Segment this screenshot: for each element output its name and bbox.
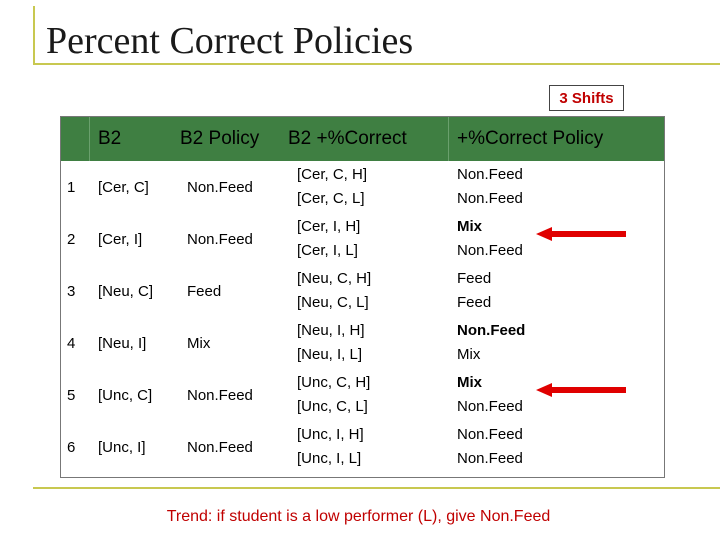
row-correct-policy xyxy=(457,213,523,265)
row-correct-policy-high: Mix xyxy=(457,374,483,391)
row-b2-correct xyxy=(297,421,364,473)
row-correct-policy-low: Non.Feed xyxy=(457,398,523,415)
row-b2-policy: Non.Feed xyxy=(187,386,253,404)
row-correct-policy-low: Mix xyxy=(457,346,481,363)
row-number: 4 xyxy=(67,334,76,352)
row-correct-low: [Unc, C, L] xyxy=(297,398,368,415)
page-title: Percent Correct Policies xyxy=(46,20,414,62)
row-number: 5 xyxy=(67,386,76,404)
row-b2-policy: Non.Feed xyxy=(187,230,253,248)
row-b2-policy: Feed xyxy=(187,282,222,300)
row-b2: [Unc, I] xyxy=(98,438,146,456)
row-correct-policy-high: Non.Feed xyxy=(457,322,526,339)
row-b2-policy: Non.Feed xyxy=(187,178,253,196)
row-b2-correct xyxy=(297,369,370,421)
footer-rule xyxy=(33,487,720,489)
row-correct-policy xyxy=(457,317,525,369)
row-correct-low: [Cer, C, L] xyxy=(297,190,365,207)
row-correct-low: [Unc, I, L] xyxy=(297,450,362,467)
row-correct-policy xyxy=(457,421,523,473)
table-row xyxy=(61,317,664,369)
row-b2-correct xyxy=(297,213,360,265)
row-b2: [Unc, C] xyxy=(98,386,153,404)
shifts-badge: 3 Shifts xyxy=(549,85,624,111)
table-row xyxy=(61,421,664,473)
header-divider xyxy=(89,117,90,161)
row-correct-high: [Cer, I, H] xyxy=(297,218,361,235)
row-correct-policy-low: Non.Feed xyxy=(457,190,523,207)
row-correct-high: [Neu, I, H] xyxy=(297,322,365,339)
row-b2: [Cer, I] xyxy=(98,230,143,248)
table-row xyxy=(61,161,664,213)
table-header xyxy=(61,117,664,161)
row-correct-policy xyxy=(457,265,491,317)
row-b2: [Neu, C] xyxy=(98,282,154,300)
row-correct-low: [Neu, I, L] xyxy=(297,346,363,363)
row-correct-high: [Cer, C, H] xyxy=(297,166,368,183)
row-correct-policy-low: Non.Feed xyxy=(457,242,523,259)
arrow-left-icon xyxy=(536,383,626,397)
row-number: 3 xyxy=(67,282,76,300)
row-correct-policy-high: Mix xyxy=(457,218,483,235)
title-accent-line xyxy=(33,6,35,64)
row-correct-policy-low: Non.Feed xyxy=(457,450,523,467)
row-b2-correct xyxy=(297,265,371,317)
row-b2: [Neu, I] xyxy=(98,334,147,352)
row-correct-policy-high: Feed xyxy=(457,270,492,287)
arrow-left-icon xyxy=(536,227,626,241)
policy-table xyxy=(60,116,665,478)
row-correct-low: [Neu, C, L] xyxy=(297,294,369,311)
trend-text: Trend: if student is a low performer (L), give Non.Feed xyxy=(166,508,551,525)
table-row xyxy=(61,265,664,317)
row-number: 1 xyxy=(67,178,76,196)
header-b2-correct: B2 +%Correct xyxy=(288,128,407,149)
header-correct-policy: +%Correct Policy xyxy=(457,128,604,149)
row-correct-high: [Unc, C, H] xyxy=(297,374,371,391)
row-correct-policy xyxy=(457,369,523,421)
row-correct-policy-high: Non.Feed xyxy=(457,166,523,183)
row-correct-policy-low: Feed xyxy=(457,294,492,311)
row-correct-policy-high: Non.Feed xyxy=(457,426,523,443)
row-number: 6 xyxy=(67,438,76,456)
row-b2: [Cer, C] xyxy=(98,178,149,196)
row-b2-correct xyxy=(297,161,367,213)
row-correct-high: [Neu, C, H] xyxy=(297,270,372,287)
header-b2: B2 xyxy=(98,128,122,149)
row-b2-policy: Mix xyxy=(187,334,211,352)
row-correct-low: [Cer, I, L] xyxy=(297,242,358,259)
header-divider xyxy=(448,117,449,161)
row-b2-correct xyxy=(297,317,365,369)
trend-note xyxy=(0,508,720,526)
row-number: 2 xyxy=(67,230,76,248)
row-correct-high: [Unc, I, H] xyxy=(297,426,364,443)
header-b2-policy: B2 Policy xyxy=(180,128,260,149)
title-underline xyxy=(33,63,720,65)
row-b2-policy: Non.Feed xyxy=(187,438,253,456)
row-correct-policy xyxy=(457,161,523,213)
